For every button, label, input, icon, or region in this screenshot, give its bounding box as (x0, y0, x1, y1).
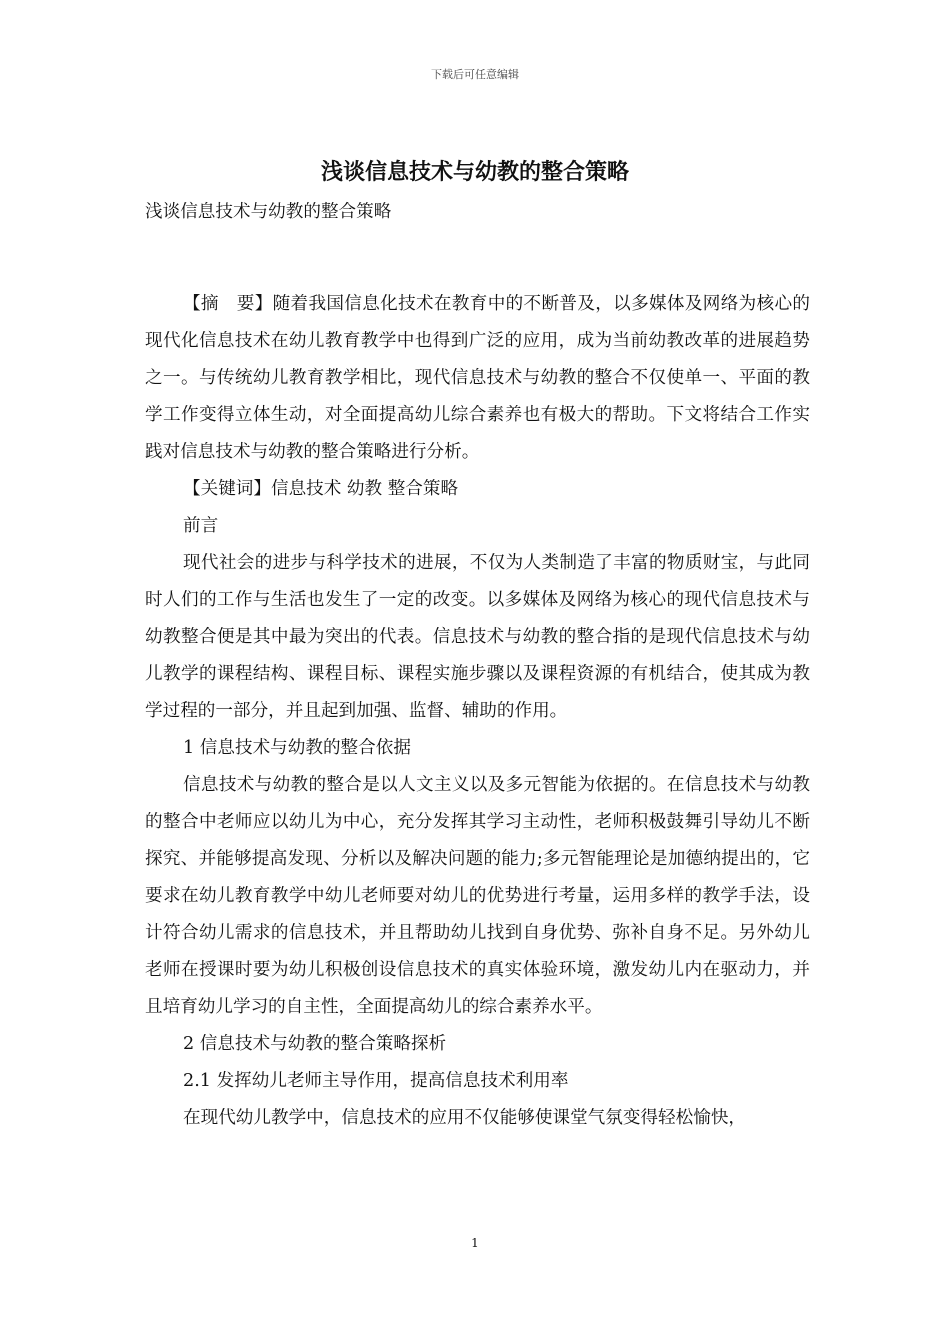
preface-paragraph: 现代社会的进步与科学技术的进展，不仅为人类制造了丰富的物质财宝，与此同时人们的工作与生活也发生了一定的改变。以多媒体及网络为核心的现代信息技术与幼教整合便是其中最为突出的代表。信息技术与幼教的整合指的是现代信息技术与幼儿教学的课程结构、课程目标、课程实施步骤以及课程资源的有机结合，使其成为教学过程的一部分，并且起到加强、监督、辅助的作用。 (145, 553, 810, 721)
section-2-1-heading: 2.1 发挥幼儿老师主导作用，提高信息技术利用率 (183, 1071, 569, 1091)
section-2-heading: 2 信息技术与幼教的整合策略探析 (183, 1034, 447, 1054)
document-subtitle: 浅谈信息技术与幼教的整合策略 (145, 202, 392, 222)
abstract-paragraph: 【摘 要】随着我国信息化技术在教育中的不断普及，以多媒体及网络为核心的现代化信息技术在幼儿教育教学中也得到广泛的应用，成为当前幼教改革的进展趋势之一。与传统幼儿教育教学相比，现代信息技术与幼教的整合不仅使单一、平面的教学工作变得立体生动，对全面提高幼儿综合素养也有极大的帮助。下文将结合工作实践对信息技术与幼教的整合策略进行分析。 (145, 294, 810, 462)
keywords-paragraph: 【关键词】信息技术 幼教 整合策略 (183, 479, 459, 499)
document-title: 浅谈信息技术与幼教的整合策略 (320, 160, 629, 185)
document-body (145, 194, 810, 1137)
preface-heading: 前言 (183, 516, 219, 536)
page-number: 1 (471, 1236, 479, 1250)
section-1-heading: 1 信息技术与幼教的整合依据 (183, 738, 411, 758)
page-header-note: 下载后可任意编辑 (431, 68, 519, 81)
section-2-1-paragraph: 在现代幼儿教学中，信息技术的应用不仅能够使课堂气氛变得轻松愉快， (183, 1108, 747, 1128)
section-1-paragraph: 信息技术与幼教的整合是以人文主义以及多元智能为依据的。在信息技术与幼教的整合中老师应以幼儿为中心，充分发挥其学习主动性，老师积极鼓舞引导幼儿不断探究、并能够提高发现、分析以及解决问题的能力;多元智能理论是加德纳提出的，它要求在幼儿教育教学中幼儿老师要对幼儿的优势进行考量，运用多样的教学手法，设计符合幼儿需求的信息技术，并且帮助幼儿找到自身优势、弥补自身不足。另外幼儿老师在授课时要为幼儿积极创设信息技术的真实体验环境，激发幼儿内在驱动力，并且培育幼儿学习的自主性，全面提高幼儿的综合素养水平。 (145, 775, 810, 1017)
